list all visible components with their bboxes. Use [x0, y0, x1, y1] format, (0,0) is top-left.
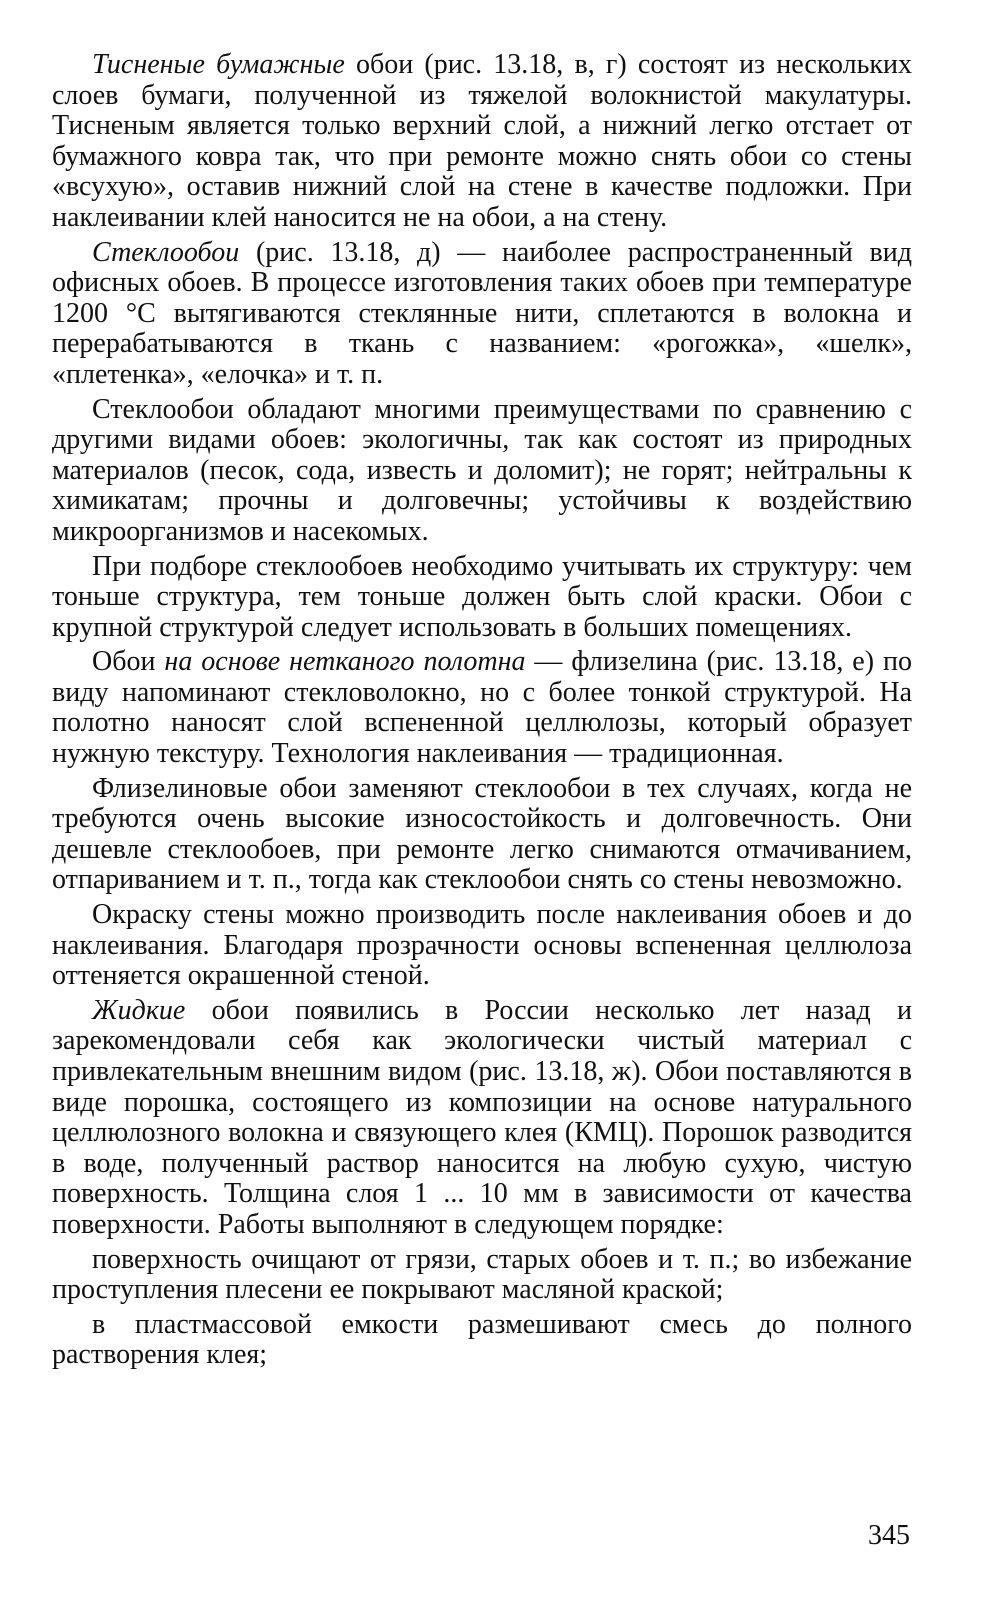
- paragraph-text: обои появились в России несколько лет назад и зарекомендовали себя как экологически чистый материал с привлекательным внешним видом (рис. 13.18, ж). Обои поставляются в виде порошка, состоящего из композиции на основе натурального целлюлозного волокна и связующего клея (КМЦ). Порошок разводится в воде, полученный раствор наносится на любую сухую, чистую поверхность. Толщина слоя 1 ... 10 мм в зависимости от качества поверхности. Работы выполняют в следующем порядке:: [52, 994, 912, 1240]
- paragraph-text: поверхность очищают от грязи, старых обоев и т. п.; во избежание проступления плесени ее покрывают масляной краской;: [52, 1243, 912, 1306]
- paragraph-step-mix: [52, 1310, 912, 1371]
- paragraph-text: Флизелиновые обои заменяют стеклообои в тех случаях, когда не требуются очень высокие износостойкость и долговечность. Они дешевле стеклообоев, при ремонте легко снимаются отмачиванием, отпариванием и т. п., тогда как стеклообои снять со стены невозможно.: [52, 772, 912, 896]
- page-body: [52, 50, 912, 1371]
- paragraph-liquid-wallpaper: [52, 996, 912, 1241]
- term-embossed-paper: Тисненые бумажные: [92, 49, 345, 80]
- term-nonwoven: на основе нетканого полотна: [164, 646, 526, 678]
- paragraph-painting: [52, 900, 912, 992]
- paragraph-text: Окраску стены можно производить после наклеивания обоев и до наклеивания. Благодаря прозрачности основы вспененная целлюлоза оттеняется окрашенной стеной.: [52, 899, 912, 992]
- paragraph-glass-advantages: [52, 395, 912, 548]
- paragraph-glass-selection: [52, 552, 912, 644]
- paragraph-text: (рис. 13.18, д) — наиболее распространенный вид офисных обоев. В процессе изготовления таких обоев при температуре 1200 °С вытягиваются стеклянные нити, сплетаются в волокна и перерабатываются в ткань с названием: «рогожка», «шелк», «плетенка», «елочка» и т. п.: [52, 236, 912, 390]
- paragraph-text: При подборе стеклообоев необходимо учитывать их структуру: чем тоньше структура, тем тоньше должен быть слой краски. Обои с крупной структурой следует использовать в больших помещениях.: [52, 550, 912, 643]
- paragraph-text: в пластмассовой емкости размешивают смесь до полного растворения клея;: [52, 1308, 912, 1371]
- paragraph-text: Стеклообои обладают многими преимуществами по сравнению с другими видами обоев: экологичны, так как состоят из природных материалов (песок, сода, известь и доломит); не горят; нейтральны к химикатам; прочны и долговечны; устойчивы к воздействию микроорганизмов и насекомых.: [52, 393, 912, 547]
- paragraph-text: обои (рис. 13.18, в, г) состоят из нескольких слоев бумаги, полученной из тяжелой волокнистой макулатуры. Тисненым является только верхний слой, а нижний легко отстает от бумажного ковра так, что при ремонте можно снять обои со стены «всухую», оставив нижний слой на стене в качестве подложки. При наклеивании клей наносится не на обои, а на стену.: [52, 49, 912, 233]
- paragraph-step-clean: [52, 1245, 912, 1306]
- term-glass-wallpaper: Стеклообои: [92, 236, 240, 268]
- page-number: 345: [868, 1520, 910, 1551]
- paragraph-text: — флизелина (рис. 13.18, е) по виду напоминают стекловолокно, но с более тонкой структурой. На полотно наносят слой вспененной целлюлозы, который образует нужную текстуру. Технология наклеивания — традиционная.: [52, 646, 913, 770]
- term-liquid-wallpaper: Жидкие: [92, 994, 186, 1026]
- paragraph-nonwoven: [52, 647, 912, 769]
- paragraph-lead: Обои: [92, 646, 165, 678]
- paragraph-glass-wallpaper: [52, 238, 912, 391]
- paragraph-fleece-vs-glass: [52, 774, 912, 896]
- paragraph-embossed-paper: [52, 50, 912, 234]
